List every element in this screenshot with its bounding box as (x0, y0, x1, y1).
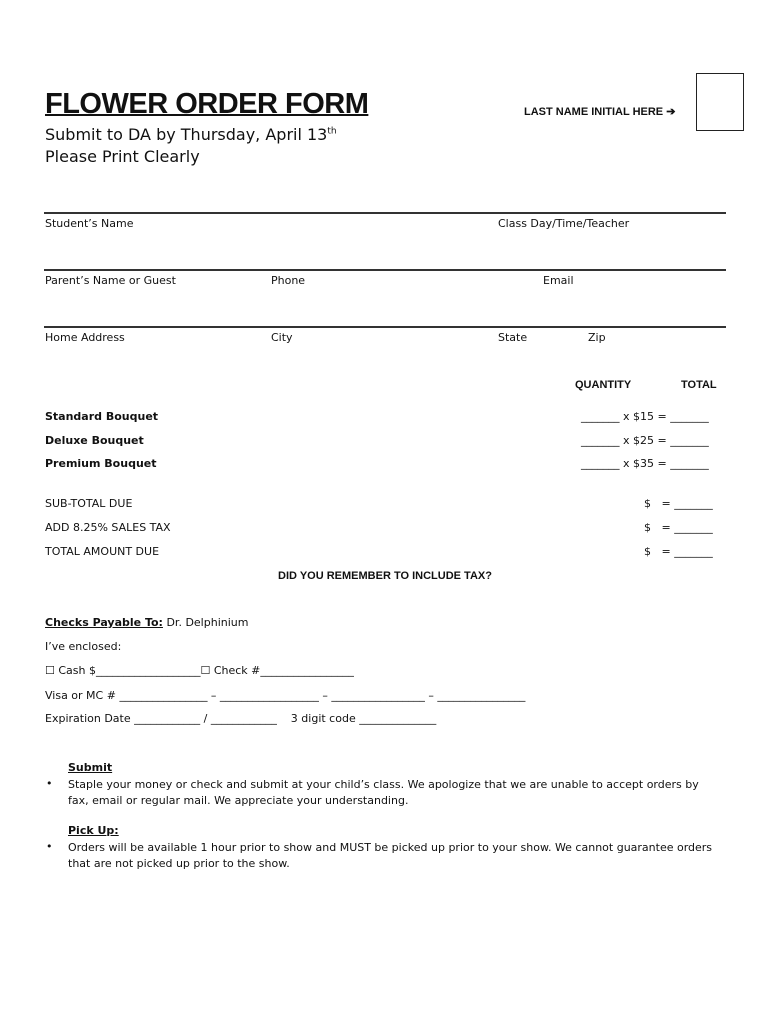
submit-text: Staple your money or check and submit at your child’s class. We apologize that we are unable to accept orders by fax, email or regular mail. We appreciate your understanding. (68, 778, 699, 807)
bouquet-name: Standard Bouquet (45, 410, 159, 423)
initial-label: LAST NAME INITIAL HERE ➔ (524, 106, 676, 118)
quantity-header: QUANTITY (575, 379, 632, 391)
submit-deadline: Submit to DA by Thursday, April 13th (45, 125, 337, 144)
field-rule (44, 269, 726, 271)
bullet: • (46, 840, 53, 853)
initial-box[interactable] (696, 73, 744, 131)
payee-name: Dr. Delphinium (162, 616, 249, 629)
form-title: FLOWER ORDER FORM (45, 88, 369, 120)
checks-payable-label: Checks Payable To: (45, 616, 163, 629)
subtotal-calc[interactable]: $ = _______ (644, 497, 713, 510)
email-label: Email (543, 274, 574, 287)
pickup-text: Orders will be available 1 hour prior to show and MUST be picked up prior to your show. We cannot guarantee orders that are not picked up prior to the show. (68, 841, 713, 870)
card-number-field[interactable]: Visa or MC # ________________ – __________________ – _________________ – ________________ (45, 689, 526, 702)
print-instruction: Please Print Clearly (45, 147, 200, 166)
bouquet-name: Deluxe Bouquet (45, 434, 144, 447)
field-rule (44, 326, 726, 328)
total-due-calc[interactable]: $ = _______ (644, 545, 713, 558)
field-rule (44, 212, 726, 214)
bouquet-calc[interactable]: _______ x $25 = _______ (581, 434, 709, 447)
bouquet-calc[interactable]: _______ x $15 = _______ (581, 410, 709, 423)
parent-name-label: Parent’s Name or Guest (45, 274, 176, 287)
city-label: City (271, 331, 293, 344)
bullet: • (46, 777, 53, 790)
checks-payable (45, 616, 248, 629)
student-name-label: Student’s Name (45, 217, 134, 230)
sales-tax-label: ADD 8.25% SALES TAX (45, 521, 171, 534)
subtotal-label: SUB-TOTAL DUE (45, 497, 133, 510)
total-due-label: TOTAL AMOUNT DUE (45, 545, 160, 558)
state-label: State (498, 331, 528, 344)
tax-reminder: DID YOU REMEMBER TO INCLUDE TAX? (278, 570, 492, 582)
zip-label: Zip (588, 331, 606, 344)
phone-label: Phone (271, 274, 306, 287)
bouquet-calc[interactable]: _______ x $35 = _______ (581, 457, 709, 470)
cash-check-options[interactable]: ☐ Cash $___________________☐ Check #_________________ (45, 664, 354, 677)
pickup-heading: Pick Up: (68, 824, 119, 837)
submit-heading: Submit (68, 761, 113, 774)
class-day-label: Class Day/Time/Teacher (498, 217, 630, 230)
bouquet-name: Premium Bouquet (45, 457, 157, 470)
enclosed-label: I’ve enclosed: (45, 640, 122, 653)
total-header: TOTAL (681, 379, 717, 391)
home-address-label: Home Address (45, 331, 125, 344)
expiration-field[interactable]: Expiration Date ____________ / ____________ 3 digit code ______________ (45, 712, 437, 725)
sales-tax-calc[interactable]: $ = _______ (644, 521, 713, 534)
